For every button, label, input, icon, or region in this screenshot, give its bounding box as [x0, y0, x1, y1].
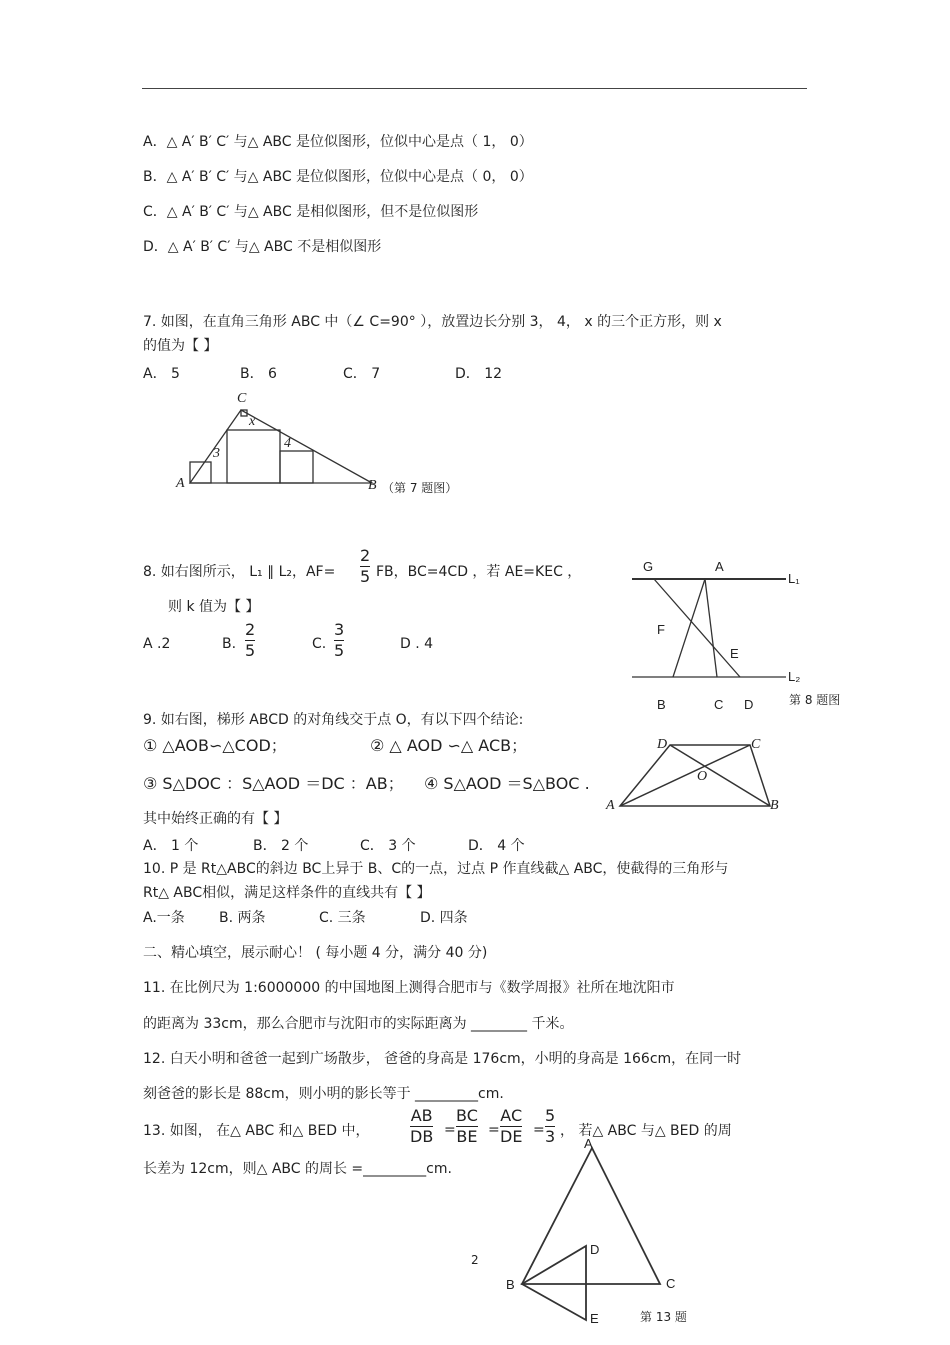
q13-f4-den: 3: [545, 1127, 556, 1146]
q8-label-a: A: [715, 559, 724, 574]
q13-stem-lead: 13. 如图， 在△ ABC 和△ BED 中，: [143, 1123, 370, 1139]
q7-label-x: x: [249, 414, 256, 429]
q8-option-c-num: 3: [334, 620, 345, 639]
q9-conclusion-2: ② △ AOD ∽△ ACB；: [370, 736, 528, 755]
q13-eq-1: =: [444, 1122, 456, 1138]
q8-label-e: E: [730, 646, 739, 661]
q13-label-b: B: [506, 1277, 515, 1292]
q13-f2-den: BE: [456, 1127, 478, 1146]
q9-stem: 9. 如右图，梯形 ABCD 的对角线交于点 O，有以下四个结论:: [143, 712, 524, 728]
q7-label-b: B: [368, 478, 377, 493]
q10-option-c: C. 三条: [319, 910, 366, 926]
q13-f3-num: AC: [500, 1106, 523, 1125]
q8-option-a: A .2: [143, 636, 171, 652]
q7-option-a: A． 5: [143, 366, 180, 382]
q8-label-f: F: [657, 622, 665, 637]
q10-option-d: D. 四条: [420, 910, 468, 926]
q8-stem-line2: 则 k 值为【 】: [168, 599, 260, 615]
q9-option-d: D． 4 个: [468, 838, 525, 854]
section-2-heading: 二、精心填空，展示耐心！ ( 每小题 4 分，满分 40 分): [143, 945, 488, 961]
q7-label-c: C: [237, 391, 247, 406]
q13-f1-num: AB: [410, 1106, 433, 1125]
q9-conclusion-1: ① △AOB∽△COD；: [143, 736, 287, 755]
q9-label-b: B: [770, 798, 779, 813]
q6-option-a: A．△ A′ B′ C′ 与△ ABC 是位似图形，位似中心是点（ 1， 0）: [143, 134, 533, 150]
q6-option-c: C．△ A′ B′ C′ 与△ ABC 是相似图形，但不是位似图形: [143, 204, 479, 220]
q13-f4-num: 5: [545, 1106, 556, 1125]
q8-label-l1: L₁: [788, 571, 800, 586]
q13-f2-num: BC: [456, 1106, 478, 1125]
q13-eq-3: =: [533, 1122, 545, 1138]
q8-label-b: B: [657, 697, 666, 712]
q9-conclusion-4: ④ S△AOD ＝S△BOC .: [424, 774, 590, 793]
q8-stem-lead: 8. 如右图所示， L₁ ∥ L₂，AF=: [143, 564, 336, 580]
q7-option-d: D． 12: [455, 366, 503, 382]
q10-stem-line2: Rt△ ABC相似，满足这样条件的直线共有【 】: [143, 885, 431, 901]
q13-label-a: A: [584, 1136, 593, 1151]
q9-question: 其中始终正确的有【 】: [143, 811, 288, 827]
q11-line2: 的距离为 33cm，那么合肥市与沈阳市的实际距离为 ________ 千米。: [143, 1016, 574, 1032]
q8-frac-num: 2: [360, 546, 371, 565]
q7-label-3: 3: [213, 446, 220, 461]
q7-label-a: A: [176, 476, 185, 491]
q8-option-b-den: 5: [245, 641, 256, 660]
q13-f1-den: DB: [410, 1127, 434, 1146]
q13-caption: 第 13 题: [640, 1310, 687, 1324]
q7-caption: （第 7 题图）: [382, 481, 458, 495]
q10-option-b: B. 两条: [219, 910, 266, 926]
q8-option-b-num: 2: [245, 620, 256, 639]
q12-line2: 刻爸爸的影长是 88cm，则小明的影长等于 _________cm.: [143, 1086, 504, 1102]
q7-stem-line2: 的值为【 】: [143, 338, 218, 354]
q9-option-b: B． 2 个: [253, 838, 309, 854]
q12-line1: 12. 白天小明和爸爸一起到广场散步， 爸爸的身高是 176cm，小明的身高是 166cm，在同一时: [143, 1051, 742, 1067]
q7-stem-line1: 7. 如图，在直角三角形 ABC 中（∠ C=90° ），放置边长分别 3， 4， x 的三个正方形，则 x: [143, 314, 722, 330]
page-number: 2: [471, 1253, 479, 1267]
q7-label-4: 4: [284, 436, 291, 451]
q8-label-d: D: [744, 697, 754, 712]
q8-label-c: C: [714, 697, 724, 712]
q8-label-l2: L₂: [788, 669, 801, 684]
q13-label-e: E: [590, 1311, 599, 1326]
q8-caption: 第 8 题图: [789, 693, 841, 707]
q8-label-g: G: [643, 559, 654, 574]
q11-line1: 11. 在比例尺为 1:6000000 的中国地图上测得合肥市与《数学周报》社所在地沈阳市: [143, 980, 675, 996]
q9-label-o: O: [697, 769, 708, 784]
q9-option-a: A． 1 个: [143, 838, 199, 854]
q10-stem-line1: 10. P 是 Rt△ABC的斜边 BC上异于 B、C的一点，过点 P 作直线截△ ABC，使截得的三角形与: [143, 861, 729, 877]
q9-label-d: D: [657, 737, 668, 752]
q13-stem-tail: ， 若△ ABC 与△ BED 的周: [560, 1123, 732, 1139]
q13-eq-2: =: [488, 1122, 500, 1138]
q10-option-a: A.一条: [143, 910, 185, 926]
q13-label-d: D: [590, 1242, 600, 1257]
q8-stem-tail: FB，BC=4CD ，若 AE=KEC ，: [376, 564, 582, 580]
q8-option-b-prefix: B.: [222, 636, 237, 652]
q8-option-c-prefix: C.: [312, 636, 327, 652]
q8-option-d: D . 4: [400, 636, 434, 652]
q9-conclusion-3: ③ S△DOC ：S△AOD ＝DC ：AB；: [143, 774, 404, 793]
q13-f3-den: DE: [500, 1127, 523, 1146]
q6-option-d: D．△ A′ B′ C′ 与△ ABC 不是相似图形: [143, 239, 382, 255]
q8-option-c-den: 5: [334, 641, 345, 660]
q6-option-b: B．△ A′ B′ C′ 与△ ABC 是位似图形，位似中心是点（ 0， 0）: [143, 169, 533, 185]
q9-label-c: C: [751, 737, 761, 752]
q9-label-a: A: [606, 798, 615, 813]
q13-label-c: C: [666, 1276, 676, 1291]
q13-line2: 长差为 12cm，则△ ABC 的周长 =_________cm.: [143, 1161, 452, 1177]
q7-option-c: C． 7: [343, 366, 381, 382]
q7-option-b: B． 6: [240, 366, 277, 382]
q9-option-c: C． 3 个: [360, 838, 416, 854]
q8-frac-den: 5: [360, 567, 371, 586]
